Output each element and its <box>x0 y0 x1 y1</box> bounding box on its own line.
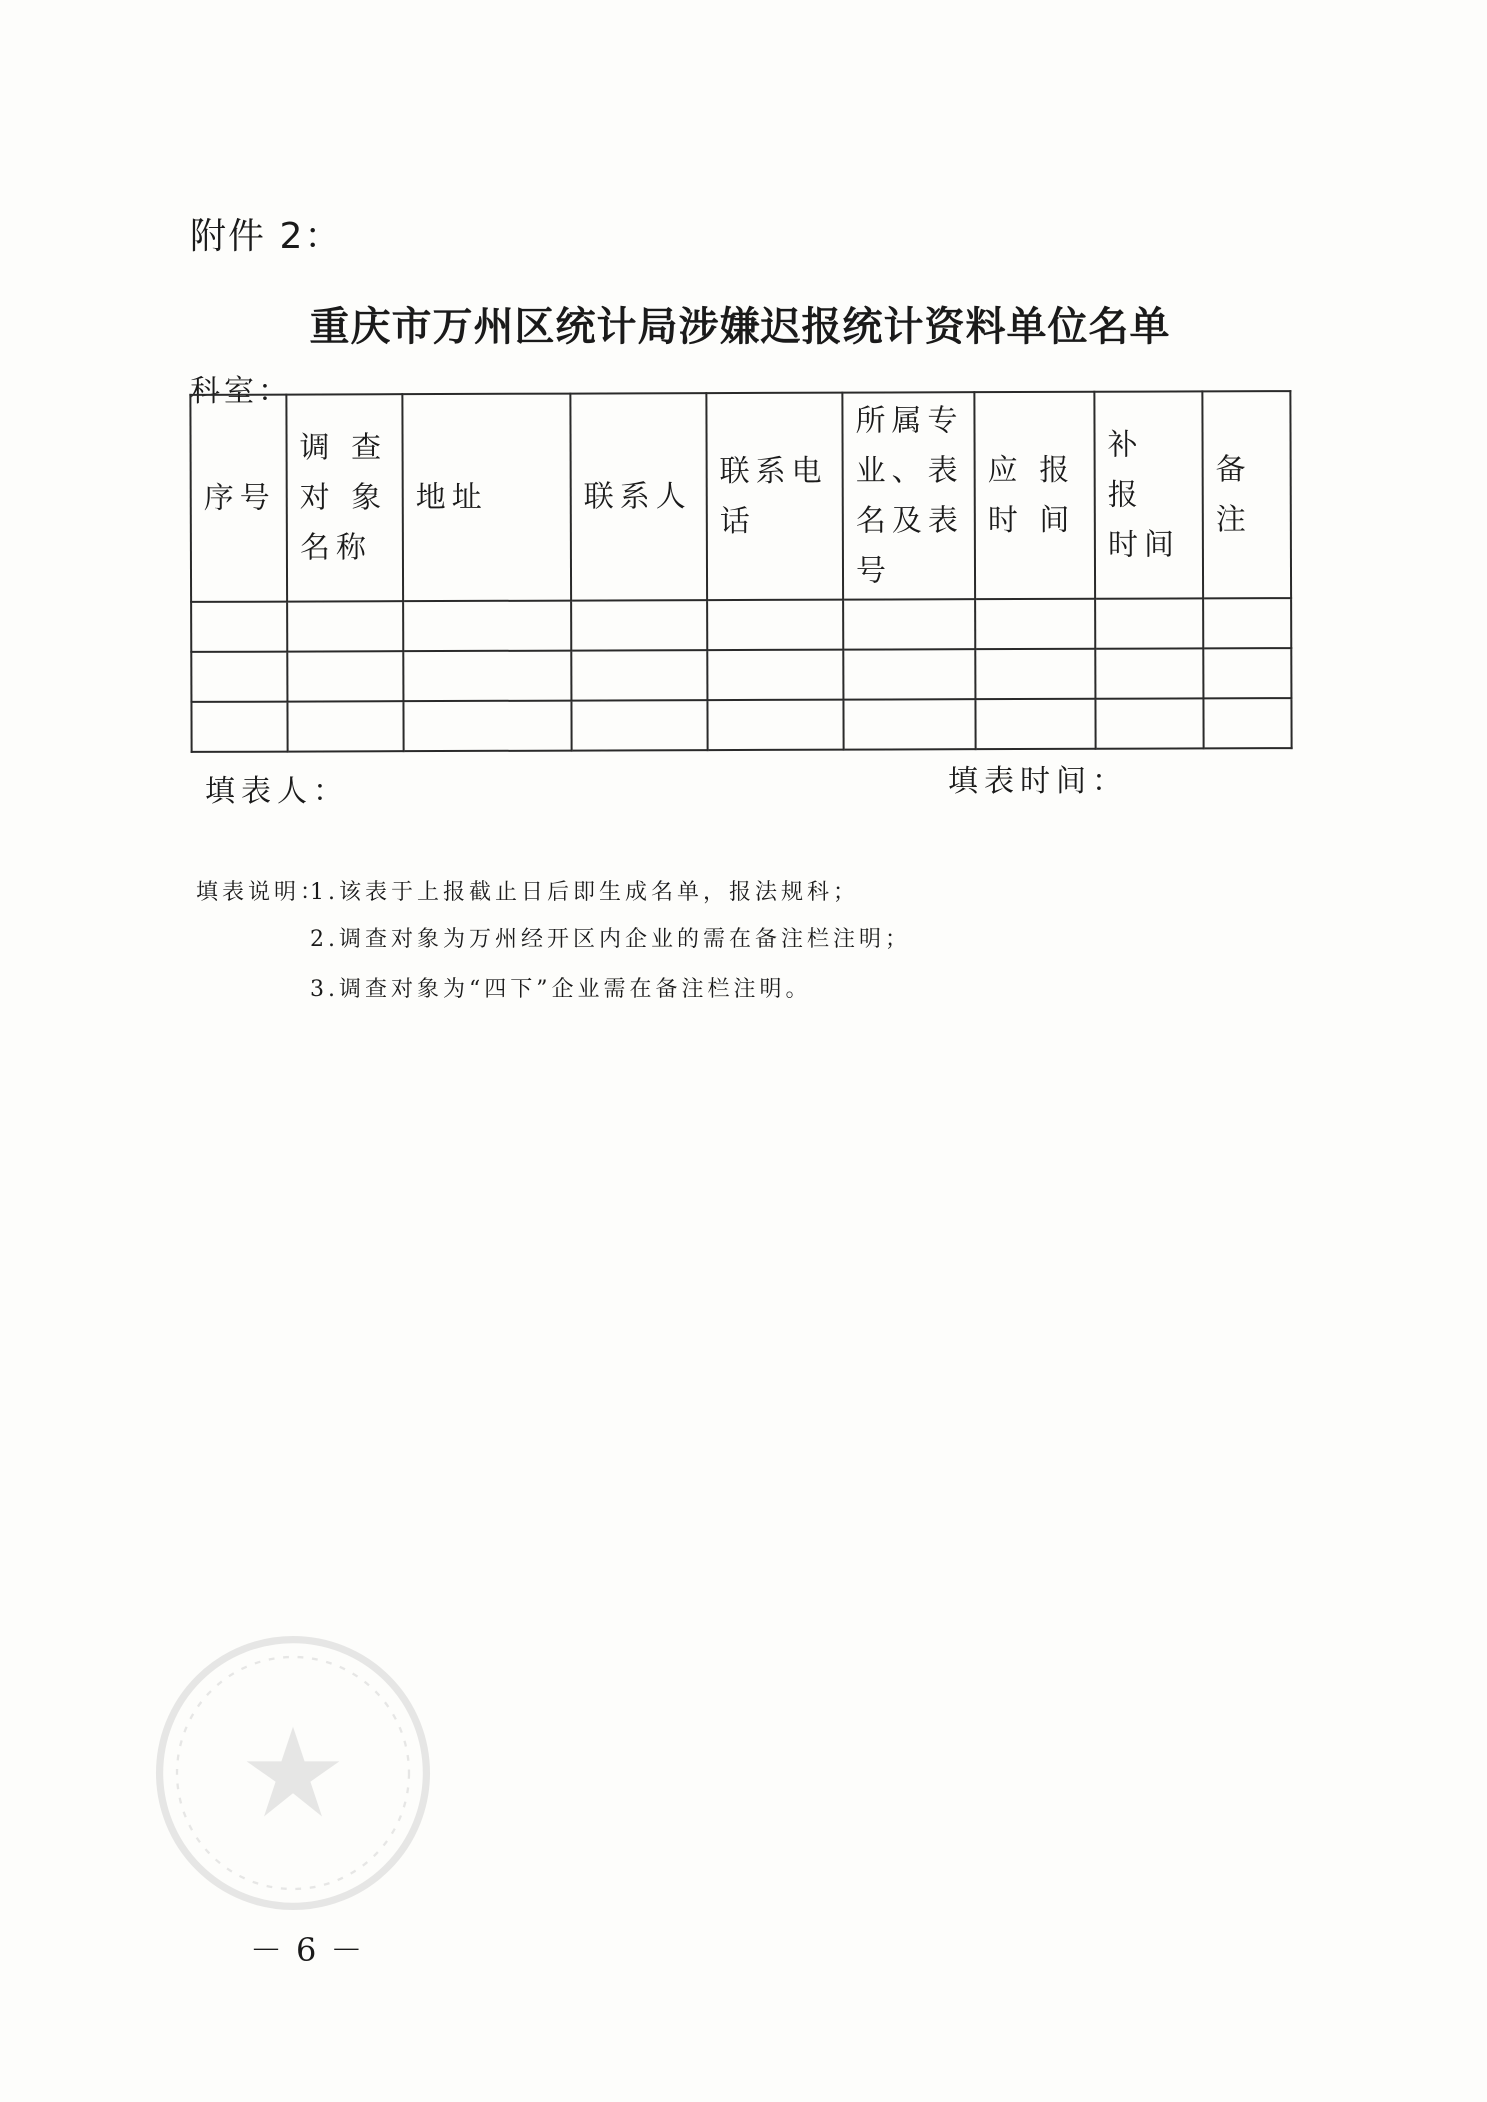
table-cell <box>191 702 287 752</box>
document-title: 重庆市万州区统计局涉嫌迟报统计资料单位名单 <box>309 303 1171 350</box>
department-label: 科室： <box>190 374 292 409</box>
note-item: 1.该表于上报截止日后即生成名单，报法规科； <box>310 880 859 905</box>
table-cell <box>287 701 403 751</box>
header-cell-index: 序号 <box>190 395 287 602</box>
table-cell <box>403 601 571 652</box>
filler-label: 填表人： <box>205 774 349 809</box>
table-cell <box>403 651 571 702</box>
fill-time-label: 填表时间： <box>948 764 1128 799</box>
header-cell-contact: 联系人 <box>570 393 707 600</box>
unit-list-table <box>189 390 1292 753</box>
table-cell <box>571 600 707 650</box>
note-item: 2.调查对象为万州经开区内企业的需在备注栏注明； <box>310 927 911 952</box>
table-cell <box>975 699 1095 749</box>
table-cell <box>843 599 975 649</box>
official-seal-stamp <box>148 1628 438 1918</box>
table-cell <box>191 652 287 702</box>
table-cell <box>1203 598 1291 648</box>
table-cell <box>1095 598 1203 648</box>
table-row <box>191 648 1291 702</box>
note-item: 3.调查对象为“四下”企业需在备注栏注明。 <box>310 977 812 1002</box>
header-cell-phone: 联系电话 <box>706 393 843 600</box>
header-cell-address: 地址 <box>402 394 571 602</box>
table-cell <box>287 651 403 701</box>
table-cell <box>1095 648 1203 698</box>
table-cell <box>571 650 707 700</box>
table-cell <box>975 599 1095 649</box>
table-cell <box>707 650 843 700</box>
header-cell-remarks: 备注 <box>1202 391 1291 598</box>
table-cell <box>975 649 1095 699</box>
header-cell-category: 所属专业、表名及表号 <box>842 392 975 599</box>
attachment-label: 附件 2： <box>190 216 343 257</box>
table-cell <box>1203 698 1291 748</box>
table-cell <box>191 602 287 652</box>
table-cell <box>843 649 975 699</box>
table-header-row <box>190 391 1291 602</box>
table-cell <box>1203 648 1291 698</box>
table-cell <box>843 699 975 749</box>
notes-label: 填表说明： <box>196 880 327 905</box>
table-cell <box>1095 698 1203 748</box>
header-cell-survey-object: 调 查 对 象 名称 <box>286 394 403 601</box>
table-row <box>191 598 1291 652</box>
table-cell <box>707 600 843 650</box>
page-number: －6－ <box>250 1931 377 1969</box>
table-cell <box>571 700 707 750</box>
table-row <box>191 698 1291 752</box>
table-cell <box>707 700 843 750</box>
table-cell <box>403 701 571 752</box>
header-cell-due-time: 应 报 时 间 <box>974 392 1095 599</box>
header-cell-late-time: 补 报 时间 <box>1094 391 1203 598</box>
table-cell <box>287 601 403 651</box>
